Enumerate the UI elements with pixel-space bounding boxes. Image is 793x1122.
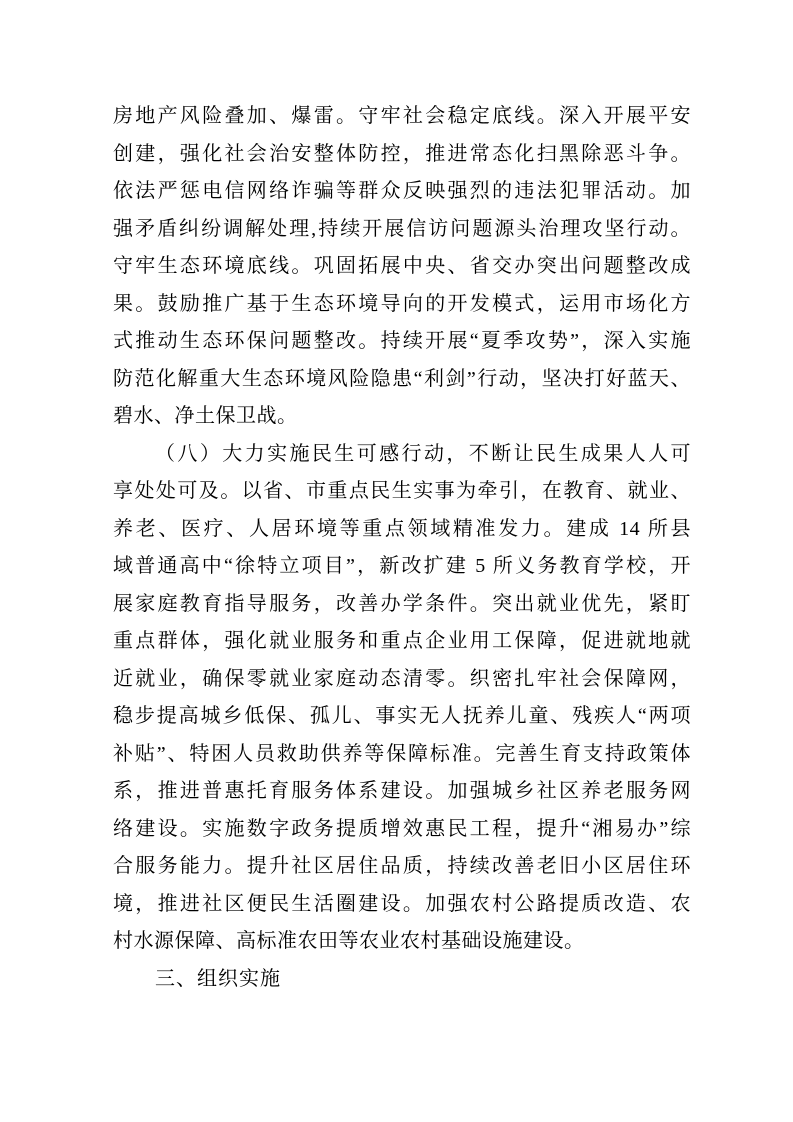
body-text-line: 重点群体，强化就业服务和重点企业用工保障，促进就地就	[113, 630, 691, 652]
body-text-line: 稳步提高城乡低保、孤儿、事实无人抚养儿童、残疾人“两项	[113, 705, 691, 727]
body-text-line: 近就业，确保零就业家庭动态清零。织密扎牢社会保障网，	[113, 667, 691, 690]
body-text-line: 展家庭教育指导服务，改善办学条件。突出就业优先，紧盯	[113, 592, 691, 615]
body-text-line: 域普通高中“徐特立项目”，新改扩建 5 所义务教育学校，开	[113, 555, 691, 577]
body-text-line: 养老、医疗、人居环境等重点领域精准发力。建成 14 所县	[113, 517, 691, 540]
body-text-line: 络建设。实施数字政务提质增效惠民工程，提升“湘易办”综	[113, 817, 691, 840]
body-text-line: （八）大力实施民生可感行动，不断让民生成果人人可	[155, 442, 691, 465]
body-text-line: 守牢生态环境底线。巩固拓展中央、省交办突出问题整改成	[113, 255, 691, 277]
body-text-line: 式推动生态环保问题整改。持续开展“夏季攻势”，深入实施	[113, 330, 691, 352]
body-text-line: 境，推进社区便民生活圈建设。加强农村公路提质改造、农	[113, 892, 691, 915]
body-text-line: 强矛盾纠纷调解处理,持续开展信访问题源头治理攻坚行动。	[113, 217, 691, 240]
body-text-line: 系，推进普惠托育服务体系建设。加强城乡社区养老服务网	[113, 780, 691, 802]
body-text-line: 补贴”、特困人员救助供养等保障标准。完善生育支持政策体	[113, 742, 691, 765]
body-text-line: 合服务能力。提升社区居住品质，持续改善老旧小区居住环	[113, 855, 691, 877]
section-heading: 三、组织实施	[155, 967, 281, 990]
body-text-line: 村水源保障、高标准农田等农业农村基础设施建设。	[113, 930, 585, 952]
body-text-line: 创建，强化社会治安整体防控，推进常态化扫黑除恶斗争。	[113, 142, 691, 165]
body-text-line: 房地产风险叠加、爆雷。守牢社会稳定底线。深入开展平安	[113, 105, 691, 127]
body-text-line: 碧水、净土保卫战。	[113, 405, 298, 427]
body-text-line: 防范化解重大生态环境风险隐患“利剑”行动，坚决打好蓝天、	[113, 367, 691, 390]
body-text-line: 果。鼓励推广基于生态环境导向的开发模式，运用市场化方	[113, 292, 691, 315]
body-text-line: 享处处可及。以省、市重点民生实事为牵引，在教育、就业、	[113, 480, 691, 502]
text-block	[113, 98, 691, 998]
body-text-line: 依法严惩电信网络诈骗等群众反映强烈的违法犯罪活动。加	[113, 180, 691, 202]
